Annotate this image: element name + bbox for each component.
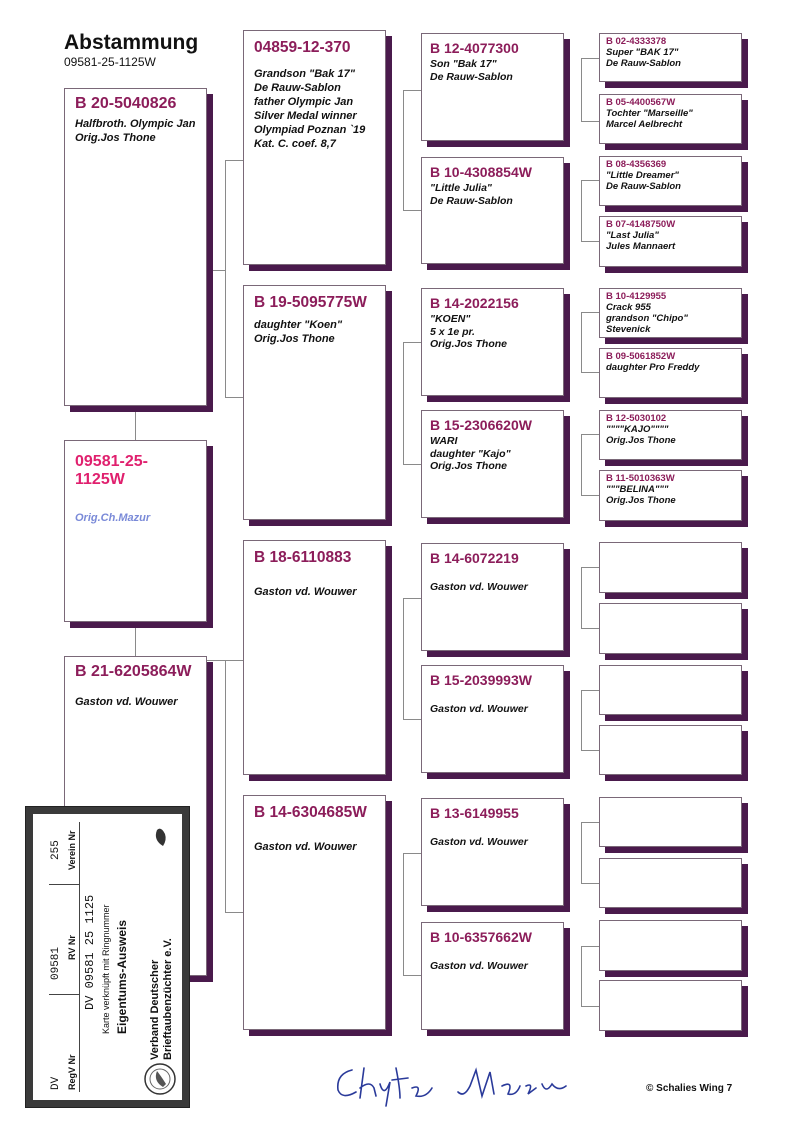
- great-grandparent-description: "Little Julia" De Rauw-Sablon: [430, 182, 513, 207]
- great-grandparent-box: [421, 33, 564, 141]
- gen4-empty-box: [599, 920, 742, 971]
- connector-line: [225, 660, 243, 661]
- connector-line: [403, 90, 421, 91]
- grandparent-box: [243, 795, 386, 1030]
- card-rv-value: 09581: [50, 946, 62, 980]
- connector-line: [581, 121, 599, 122]
- grandparent-ring-number: B 18-6110883: [254, 549, 352, 566]
- great-grandparent-box: [421, 798, 564, 906]
- great-grandparent-description: Son "Bak 17" De Rauw-Sablon: [430, 58, 513, 83]
- connector-line: [581, 690, 582, 750]
- gen4-ancestor-box: [599, 470, 742, 521]
- gen4-ring-number: B 12-5030102: [606, 413, 667, 424]
- gen4-description: Super "BAK 17" De Rauw-Sablon: [606, 47, 681, 69]
- subject-description: Orig.Ch.Mazur: [75, 512, 151, 524]
- connector-line: [403, 598, 404, 719]
- great-grandparent-ring-number: B 15-2039993W: [430, 672, 532, 688]
- footer-copyright: © Schalies Wing 7: [646, 1083, 733, 1094]
- card-ring-number: DV 09581 25 1125: [83, 894, 97, 1010]
- card-divider: [49, 994, 79, 995]
- connector-line: [581, 495, 599, 496]
- gen4-ancestor-box: [599, 94, 742, 144]
- connector-line: [207, 270, 225, 271]
- connector-line: [581, 883, 599, 884]
- gen4-description: Crack 955 grandson "Chipo" Stevenick: [606, 302, 688, 335]
- card-regv-label: RegV Nr: [67, 1054, 77, 1090]
- connector-line: [225, 160, 226, 397]
- grandparent-ring-number: B 14-6304685W: [254, 804, 367, 821]
- gen4-ring-number: B 07-4148750W: [606, 219, 676, 230]
- grandparent-description: Grandson "Bak 17" De Rauw-Sablon father Olympic Jan Silver Medal winner Olympiad Poznan `19 Kat. C. coef. 8,7: [254, 68, 366, 150]
- connector-line: [581, 567, 599, 568]
- connector-line: [581, 690, 599, 691]
- connector-line: [403, 464, 421, 465]
- gen4-ancestor-box: [599, 410, 742, 460]
- gen4-ancestor-box: [599, 156, 742, 206]
- page-title: Abstammung: [64, 31, 199, 54]
- card-divider: [79, 822, 80, 1092]
- grandparent-description: Gaston vd. Wouwer: [254, 841, 357, 853]
- card-org-line1: Verband Deutscher: [149, 959, 161, 1060]
- gen4-ring-number: B 05-4400567W: [606, 97, 676, 108]
- grandparent-box: [243, 285, 386, 520]
- connector-line: [581, 434, 582, 495]
- connector-line: [207, 660, 225, 661]
- connector-line: [581, 750, 599, 751]
- great-grandparent-description: Gaston vd. Wouwer: [430, 702, 528, 715]
- great-grandparent-ring-number: B 12-4077300: [430, 40, 519, 56]
- card-corner-logo-icon: [151, 824, 171, 848]
- gen4-empty-box: [599, 665, 742, 715]
- connector-line: [581, 822, 582, 883]
- great-grandparent-description: Gaston vd. Wouwer: [430, 835, 528, 848]
- great-grandparent-description: Gaston vd. Wouwer: [430, 959, 528, 972]
- card-rv-label: RV Nr: [67, 935, 77, 960]
- great-grandparent-box: [421, 157, 564, 264]
- gen4-description: """BELINA""" Orig.Jos Thone: [606, 484, 676, 506]
- great-grandparent-description: Gaston vd. Wouwer: [430, 580, 528, 593]
- gen4-ancestor-box: [599, 288, 742, 338]
- connector-line: [581, 946, 582, 1006]
- connector-line: [225, 160, 243, 161]
- great-grandparent-ring-number: B 14-2022156: [430, 295, 519, 311]
- connector-line: [581, 312, 582, 372]
- great-grandparent-box: [421, 922, 564, 1030]
- connector-line: [403, 853, 421, 854]
- gen4-ring-number: B 11-5010363W: [606, 473, 675, 484]
- gen4-ancestor-box: [599, 33, 742, 82]
- great-grandparent-description: "KOEN" 5 x 1e pr. Orig.Jos Thone: [430, 313, 508, 350]
- gen4-ancestor-box: [599, 216, 742, 267]
- connector-line: [403, 342, 421, 343]
- connector-line: [581, 58, 599, 59]
- gen4-description: """"KAJO"""" Orig.Jos Thone: [606, 424, 676, 446]
- great-grandparent-ring-number: B 13-6149955: [430, 805, 519, 821]
- great-grandparent-ring-number: B 14-6072219: [430, 550, 519, 566]
- connector-line: [581, 180, 599, 181]
- card-doc-subtitle: Karte verknüpft mit Ringnummer: [101, 904, 111, 1034]
- connector-line: [135, 405, 136, 440]
- connector-line: [403, 598, 421, 599]
- great-grandparent-ring-number: B 10-4308854W: [430, 164, 532, 180]
- gen4-empty-box: [599, 725, 742, 775]
- gen4-ring-number: B 10-4129955: [606, 291, 667, 302]
- connector-line: [403, 90, 404, 210]
- connector-line: [135, 622, 136, 656]
- subject-box: [64, 440, 207, 622]
- gen4-ring-number: B 08-4356369: [606, 159, 667, 170]
- page-subtitle: 09581-25-1125W: [64, 55, 156, 69]
- connector-line: [403, 719, 421, 720]
- great-grandparent-description: WARI daughter "Kajo" Orig.Jos Thone: [430, 435, 511, 472]
- grandparent-box: [243, 30, 386, 265]
- grandparent-box: [243, 540, 386, 775]
- card-verein-label: Verein Nr: [67, 830, 77, 870]
- connector-line: [403, 342, 404, 464]
- grandparent-description: daughter "Koen" Orig.Jos Thone: [254, 319, 343, 345]
- sire-ring-number: B 20-5040826: [75, 95, 177, 112]
- subject-ring-number: 09581-25-1125W: [75, 453, 148, 488]
- great-grandparent-box: [421, 543, 564, 651]
- connector-line: [225, 660, 226, 912]
- connector-line: [581, 58, 582, 121]
- gen4-description: "Last Julia" Jules Mannaert: [606, 230, 676, 252]
- connector-line: [581, 1006, 599, 1007]
- grandparent-ring-number: 04859-12-370: [254, 39, 351, 56]
- card-verein-value: 255: [50, 840, 62, 860]
- connector-line: [581, 180, 582, 241]
- gen4-description: daughter Pro Freddy: [606, 362, 700, 373]
- card-doc-title: Eigentums-Ausweis: [115, 919, 129, 1034]
- connector-line: [581, 946, 599, 947]
- connector-line: [581, 822, 599, 823]
- connector-line: [581, 567, 582, 628]
- gen4-description: "Little Dreamer" De Rauw-Sablon: [606, 170, 681, 192]
- connector-line: [403, 210, 421, 211]
- sire-box: [64, 88, 207, 406]
- dam-description: Gaston vd. Wouwer: [75, 696, 178, 708]
- card-divider: [49, 884, 79, 885]
- connector-line: [403, 853, 404, 975]
- card-org-line2: Brieftaubenzüchter e.V.: [162, 938, 174, 1060]
- connector-line: [581, 628, 599, 629]
- gen4-empty-box: [599, 980, 742, 1031]
- gen4-description: Tochter "Marseille" Marcel Aelbrecht: [606, 108, 693, 130]
- connector-line: [581, 434, 599, 435]
- connector-line: [581, 312, 599, 313]
- grandparent-ring-number: B 19-5095775W: [254, 294, 367, 311]
- great-grandparent-ring-number: B 10-6357662W: [430, 929, 532, 945]
- gen4-empty-box: [599, 797, 742, 847]
- connector-line: [581, 372, 599, 373]
- gen4-empty-box: [599, 603, 742, 654]
- gen4-ring-number: B 02-4333378: [606, 36, 667, 47]
- card-regv-value: DV: [50, 1076, 62, 1090]
- connector-line: [581, 241, 599, 242]
- connector-line: [225, 397, 243, 398]
- connector-line: [225, 912, 243, 913]
- ownership-card: [25, 806, 190, 1108]
- connector-line: [403, 975, 421, 976]
- great-grandparent-box: [421, 288, 564, 396]
- gen4-ring-number: B 09-5061852W: [606, 351, 676, 362]
- grandparent-description: Gaston vd. Wouwer: [254, 586, 357, 598]
- signature: [330, 1058, 580, 1108]
- great-grandparent-box: [421, 410, 564, 518]
- gen4-empty-box: [599, 542, 742, 593]
- great-grandparent-box: [421, 665, 564, 773]
- sire-description: Halfbroth. Olympic Jan Orig.Jos Thone: [75, 118, 196, 144]
- great-grandparent-ring-number: B 15-2306620W: [430, 417, 532, 433]
- gen4-empty-box: [599, 858, 742, 908]
- gen4-ancestor-box: [599, 348, 742, 398]
- card-logo-icon: [143, 1062, 177, 1096]
- dam-ring-number: B 21-6205864W: [75, 663, 192, 680]
